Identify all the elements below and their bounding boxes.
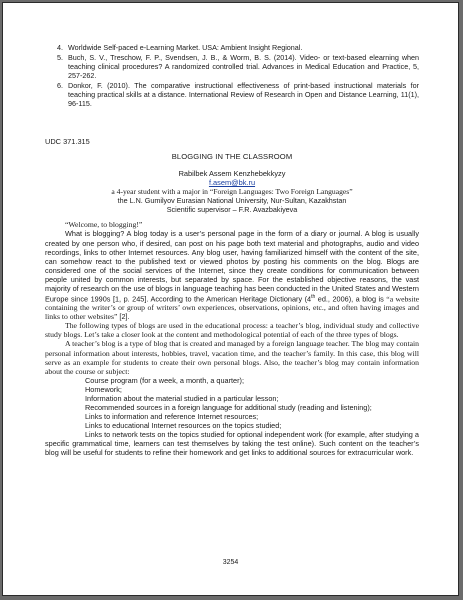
udc-code: UDC 371.315	[45, 137, 90, 147]
paragraph-text: A teacher’s blog is a type of blog that is created and managed by a foreign language teacher. The blog may contain personal information about interests, hobbies, travel, vacation time, and the teacher’s family.	[45, 339, 419, 358]
superscript: th	[311, 293, 316, 300]
list-item: Homework;	[85, 384, 122, 394]
paragraph	[45, 229, 419, 321]
paragraph-text: What is blogging? A blog today is a user’s personal page in the form of a diary or journal. A blog is usually created by one person who, if desired, can post on his page both text material and photographs, audio and video recordings, links to other Internet resources. Any blog user, having familiarized himself with the content of the site, can somehow react to the published text or viewed photos by posting his comments on the blog. Blogs are considered one of the social services of the Internet, since they create conditions for communication between people united by common interests, but separated by space. For the established objective reasons, the vast majority of research on the use of blogs in language teaching has been conducted in the United States and Western Europe since 1990s [1, p. 245]. According to the American Heritage Dictionary (4	[45, 229, 419, 304]
list-item: Links to information and reference Internet resources;	[85, 411, 259, 421]
welcome-line: “Welcome, to blogging!”	[65, 220, 143, 230]
reference-item	[45, 53, 419, 81]
affiliation-line: the L.N. Gumilyov Eurasian National University, Nur-Sultan, Kazakhstan	[117, 196, 347, 206]
list-item: Course program (for a week, a month, a quarter);	[85, 375, 244, 385]
reference-number: 6.	[57, 80, 63, 90]
list-item: Information about the material studied in a particular lesson;	[85, 393, 279, 403]
affiliation-line: a 4-year student with a major in “Foreign Languages: Two Foreign Languages”	[111, 187, 353, 197]
document-page	[2, 2, 459, 596]
page-content	[45, 43, 419, 457]
list-item: Recommended sources in a foreign language for additional study (reading and listening);	[85, 402, 372, 412]
article-title: BLOGGING IN THE CLASSROOM	[171, 152, 293, 162]
reference-list	[45, 43, 419, 108]
course-content-list	[45, 376, 419, 457]
article-body	[45, 220, 419, 457]
reference-item	[45, 43, 419, 52]
paragraph-text: In this case, this blog will serve as an example for students to create their own personal blogs. Also, the teacher’s blog may contain information about the course or subject:	[45, 348, 419, 376]
paragraph	[45, 339, 419, 375]
quote-text: “a website containing the writer’s or group of writers’ own experiences, observations, opinions, etc., and often having images and links to other websites”	[45, 294, 420, 322]
reference-text: Worldwide Self-paced e-Learning Market. USA: Ambient Insight Regional.	[68, 43, 303, 52]
reference-number: 5.	[57, 52, 63, 62]
paragraph-text: [2].	[117, 312, 130, 322]
supervisor-line: Scientific supervisor – F.R. Avazbakiyeva	[166, 205, 298, 215]
paragraph-text: ed., 2006), a blog is	[315, 294, 387, 304]
author-email-link[interactable]: f.asem@bk.ru	[208, 178, 256, 188]
reference-text: Donkor, F. (2010). The comparative instructional effectiveness of print-based instructional materials for teaching practical skills at a distance. International Review of Research in Open and Distance Learning, 11(1), 96-115.	[68, 80, 419, 109]
reference-item	[45, 81, 419, 109]
reference-text: Buch, S. V., Treschow, F. P., Svendsen, J. B., & Worm, B. S. (2014). Video- or text-based elearning when teaching clinical procedures? A randomized controlled trial. Advances in Medical Education and Practice, 5, 257-262.	[68, 52, 419, 81]
list-item: Links to educational Internet resources on the topics studied;	[85, 420, 282, 430]
author-affiliation	[45, 187, 419, 214]
page-number: 3254	[222, 559, 239, 566]
list-item: Links to network tests on the topics studied for optional independent work (for example, after studying a specific grammatical time, learners can test themselves by taking the test online). Such content on the teacher’s blog will be useful for students to refine their homework and get links to additional sources for extracurricular work.	[45, 429, 419, 458]
reference-number: 4.	[57, 43, 63, 52]
author-name: Rabilbek Assem Kenzhebekkyzy	[178, 169, 286, 179]
paragraph: The following types of blogs are used in the educational process: a teacher’s blog, individual study and collective study blogs. Let’s take a closer look at the content and methodological potential of each of the three types of blogs.	[45, 321, 419, 340]
